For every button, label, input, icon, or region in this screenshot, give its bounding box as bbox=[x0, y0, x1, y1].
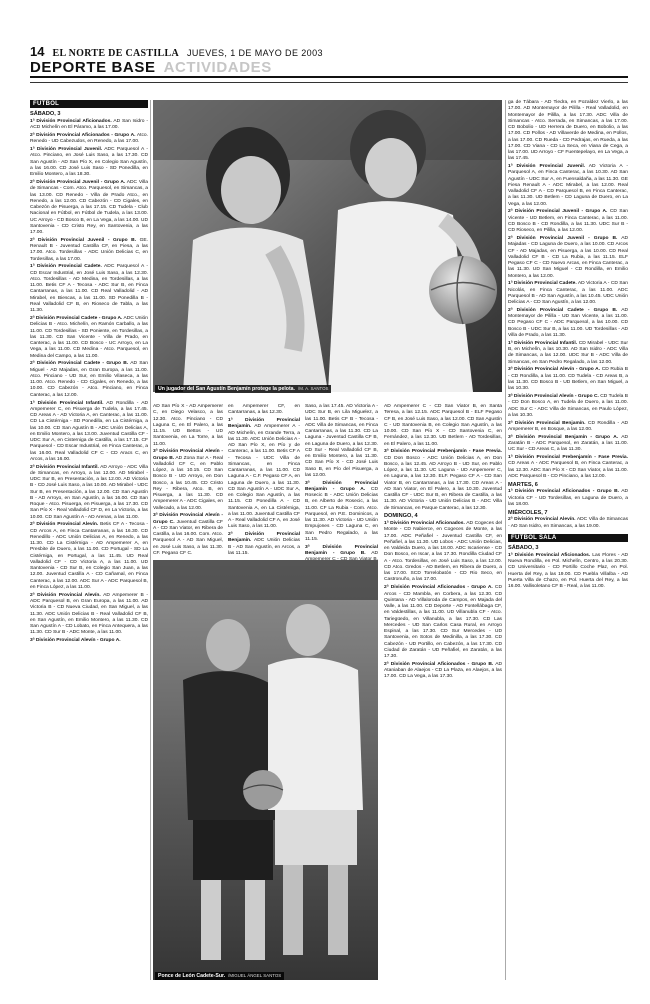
fixture-text: Saso, a las 17.45. AD Victoria A - UDC Sur B, en Lila Miguelez, a las 11.00. Betis CF B - Tecosa - ADC Villa de Simancas, en Finca Cantarranas, a las 11.30. CD La Laguna - Juventud Castilla CF B, en Laguna de Duero, a las 12.30. CD Sur - Real Valladolid CF B, en Emilio Montero, a las 11.30. CD San Pío X - CD José Luis Saso B, en Pío del Pisuerga, a las 12.00. bbox=[305, 404, 378, 478]
division-heading: 1ª División Provincial Cadete. bbox=[30, 264, 102, 270]
column-divider bbox=[505, 100, 506, 980]
photo-basketball-girls bbox=[153, 100, 502, 392]
header-rule bbox=[30, 82, 628, 83]
fixture-entry bbox=[508, 435, 628, 454]
day-label: DOMINGO, 4 bbox=[384, 513, 418, 520]
fixture-text: ADC Villa de Simancas - Com. Atco. Parquesol, en Simancas, a las 13.00. CD Renedo - Villa de Prado Atco., en Renedo, a las 12.00. CD Cabezón - CD Cigales, en Cabezón de Pisuerga, a las 17.15. CD Tudela - Club Nacional en Fútbol, en Fútbol de Tudela, a las 13.00. UC Arroyo - CD Bosco B, en La Vega, a las 14.00. UD Santovenia - CD Cristo Rey, en Santovenia, a las 17.00. bbox=[30, 180, 148, 236]
division-heading: 3ª División Provincial Benjamín - Grupo A. bbox=[305, 480, 378, 492]
division-heading: 2ª División Provincial Juvenil - Grupo A. bbox=[30, 180, 126, 186]
entries bbox=[228, 404, 300, 557]
column-2c bbox=[305, 404, 378, 556]
fixture-entry bbox=[30, 593, 148, 637]
fixture-text: AD Montemayor de Pililla - UD San Vicente, a las 11.00. CD Pegaso CF C - ADC Parquesol, a las 10.00. CD Bosco B - UDC Sur B, a las 11.00. UD Tordesillas - AD Villa de Prado, a las 11.30. bbox=[508, 307, 628, 338]
photo-credit: /M. A. SANTOS bbox=[298, 386, 329, 391]
fixture-entry bbox=[508, 100, 628, 163]
division-heading: 2ª División Provincial Benjamín. bbox=[228, 532, 300, 544]
fixture-text: Juventud Castilla CF A - CD San Viator, en Ribera de Castilla, a las 16.00. Com. Atco. Parquesol A - AD San Miguel, en José Luis Saso, a las 11.30. CF. Pegaso CF C. bbox=[153, 519, 224, 556]
division-heading: 3ª División Provincial Alevín - Grupo B. bbox=[153, 449, 223, 461]
fixture-entry bbox=[384, 521, 502, 584]
fixture-text: AD Ampemerer C - CD San Viator B, en Santa Teresa, a las 12.15. ADC Parquesol B - ELF Pegaso CF B, en José Luis Saso, a las 12.00. CD San Agustín C - UD Santovenia B, en Colegio San Agustín, a las 10.00. CD San Pío X - CD Santovenia C, en Fernández, a las 12.30. UD Betlem - AD Tordesillas, en El Palero, a las 11.00. bbox=[384, 404, 502, 447]
division-heading: 2ª División Provincial Infantil. bbox=[30, 464, 99, 470]
fixture-text: en Ampemerer CF, en Cantarranas, a las 12.30. bbox=[228, 404, 300, 416]
fixture-entry bbox=[305, 481, 378, 544]
fixture-entry bbox=[153, 404, 223, 448]
fixture-entry bbox=[508, 236, 628, 280]
caption-text: Ponce de León Cadete-Sur. bbox=[158, 973, 226, 979]
fixture-text: Betis CF A - Tecosa - CD Arcos A, en Finca Cantarranas, a las 16.30. CD Renedillo - ADC Unión Delicias A, en Renedo, a las 11.30. CD La Cistérniga - AD Ampemerer A, en Presbite de Duero, a las 11.00. CD Portugal - SD La Cistérniga, en Portugal, a las 11.45. UD Real Valladolid CF - CD Victoria A, a las 11.00. UD Santovenia - CD Sur B, en Colegio San Juan, a las 12.00. Juventud Castilla A - CD Cañamal, en Finca Canterac, a las 12.00. ADC Sur A - ADC Parquesol B, en Finca López, a las 11.00. bbox=[30, 522, 148, 590]
fixture-entry bbox=[30, 147, 148, 178]
fixture-entry bbox=[508, 517, 628, 530]
caption-text: Un jugador del San Agustín Benjamín protege la pelota. bbox=[158, 386, 296, 392]
fixture-text: AD Rondilla - AD Ampemerer C, en Pisuerga de Tudela, a las 17.45. CD Areas A - AD Victoria A, en Canterac, a las 11.00. CD La Cistérniga - SD Ponedilla, en La Cistérniga, a las 10.00. CD San Agustín B - ADC Unión Delicias A, en Emilio Montero, a las 13.00. Juventud Castilla CF - UDC Sur A, en Cisterniga de Castilla, a las 17.15. CF Parquesol - CD Escar Industrial, en Finca Canterac, a las 16.00. Real Valladolid CF C - CD Aracs C, en Arcos, a las 16.00. bbox=[30, 400, 148, 462]
sport-band-futbol: FÚTBOL bbox=[30, 100, 148, 108]
division-heading: 1ª División Provincial Aficionados - Grupo B. bbox=[508, 489, 619, 495]
division-heading: 2ª División Provincial Aficionados - Grupo A. bbox=[30, 133, 136, 139]
fixture-entry bbox=[508, 367, 628, 392]
photo-credit: /MIGUEL ÁNGEL SANTOS bbox=[228, 973, 282, 978]
column-5 bbox=[508, 100, 628, 980]
photo-image bbox=[153, 100, 502, 392]
fixture-text: AD San Miguel - AD Majadas, en Gran Europa, a las 11.00. Atco. Pinciano - UD Sur, en Emilio Vilaseca, a las 11.00. Atco. Renedo - CD Cigales, en Renedo, a las 10.00. CD Cabezón - Atco. Pinciano, en Finca Canterac, a las 12.00. bbox=[30, 361, 148, 398]
division-heading: 3ª División Provincial Benjamín - Grupo B. bbox=[305, 544, 378, 556]
fixture-entry bbox=[508, 281, 628, 306]
fixture-entry bbox=[384, 585, 502, 660]
fixture-text: AD San Pío X - AD Ampemerer C, en Diego Velasco, a las 12.30. Atco. Pinciano - CD Laguna C, en El Palero, a las 11.15. UD Bettos - UD Santovenia, en La Torre, a las 11.00. bbox=[153, 404, 223, 447]
fixture-text: GE. Renault B - Juventud Castilla CF, en Fiesa, a las 17.00. Atco. Tordesillas - ADC Unión Delicias C, en Tordesillas, a las 17.00. bbox=[30, 237, 148, 262]
fixture-text: Las Flores - AD Nueva Rondilla, en Pol. Michelín, Centro, a las 20.30. CD Universitario - CD Portillo Coche Plaz, en Pol. Huerta del Rey, a las 19.00. CD Puebla Villalba - AD Puerta Villa de Chazo, en Pol. Huerta del Rey, a las 16.00. Vallisoletano CF B - Real, a las 11.00. bbox=[508, 552, 629, 590]
fixture-entry bbox=[508, 421, 628, 434]
division-heading: 3ª División Provincial Alevín - Grupo A. bbox=[30, 638, 121, 644]
fixture-text: CD Rondilla - AD Ampemerer B, en Bosque, a las 12.00. bbox=[508, 420, 628, 432]
fixture-text: CD San Vicente - UD Betlem, en Finca Canterac, a las 11.00. CD Bosco B - CD Rondilla, a las 11.30. UDC Sur B - CD Rioseco, en Pililla, a las 12.00. bbox=[508, 209, 629, 234]
division-heading: 2ª División Provincial Alevín. bbox=[508, 517, 576, 523]
division-heading: 2ª División Provincial Juvenil - Grupo A. bbox=[508, 209, 608, 215]
photo-image bbox=[153, 560, 378, 980]
fixture-entry bbox=[228, 404, 300, 417]
fixture-entry bbox=[384, 662, 502, 681]
fixture-text: ADC Unión Delicias B - Atco. Michelín, en Ramón Carballo, a las 11.00. CD Tordesillas - SD Poniente, en Tordesillas, a las 11.30. CD San Vicente - Villa de Prado, en Canterac, a las 11.00. CD Bosco - UC Arroyo, en La Vega, a las 11.00. CD Medina - Atco. Parquesol, en Medina del Campo, a las 11.00. bbox=[30, 316, 148, 359]
division-heading: 2ª División Provincial Benjamín. bbox=[508, 420, 586, 426]
division-heading: 1ª División Provincial Juvenil. bbox=[30, 147, 103, 153]
fixture-text: AD Zaratán B - ADC Parquesol, en Zaratán, a las 11.00. UC Sur - CD Areas C, a las 11.30. bbox=[508, 434, 628, 453]
fixture-entry bbox=[30, 465, 148, 521]
column-4 bbox=[384, 404, 502, 980]
section-title: DEPORTE BASE bbox=[30, 58, 156, 76]
fixture-text: AD Ampemerer B - ADC Parquesol B, en Gran Europa, a las 11.00. AD Victoria B - CD Nueva Ciudad, en San Miguel, a las 11.30. ADC Unión Delicias B - Real Valladolid CF B, en San Agustín, en Emilio Montero, a las 11.30. CD San Agustín A - CD Lobato, en Finca Antequera, a las 11.30. CD Sur B - ADC Monte, a las 11.00. bbox=[30, 592, 148, 636]
fixture-text: AD bbox=[371, 550, 378, 556]
fixture-text: AD Ataniaban de Alaejos - CD La Plaza, en Alaejos, a las 17.00. CD La Vega, a las 17.30. bbox=[384, 661, 502, 680]
day-heading bbox=[508, 545, 628, 551]
division-heading: 1ª División Provincial Infantil. bbox=[508, 340, 578, 346]
fixture-entry bbox=[384, 449, 502, 512]
division-heading: 3ª División Provincial Prebenjamín - Fase Previa. bbox=[384, 449, 502, 455]
fixture-entry bbox=[228, 532, 300, 557]
day-heading bbox=[508, 510, 628, 516]
fixture-text: ADC Villa de Simancas - AD San Isidro, en Simancas, a las 19.00. bbox=[508, 517, 629, 529]
fixture-text: ADC Unión Delicias B - AD San Agustín, en Arcos, a las 11.15. bbox=[228, 538, 300, 556]
division-heading: 1ª División Provincial Cadete. bbox=[508, 281, 577, 287]
division-heading: 1ª División Provincial Juvenil. bbox=[508, 164, 586, 170]
fixture-text: AD Ampemerer A - AD Michelín, en Grande Terra, a las 11.30. ADC Unión Delicias A - AD San Pío X, en Pío y de Canterac, a las 11.00. Betis CF A - Tecosa - UDC Villa de Simancas, en Finca Cantarranas, a las 11.00. CD Laguna A - C.F. Pegaso CF A, en Laguna de Duero, a las 11.30. CD San Agustín A - UDC Sur A, en Colegio San Agustín, a las 11.15. CD Ponedilla A - CD Santovenia A, en La Cistérniga, a las 11.00. Juventud Castilla CF A - Real Valladolid CF A, en José Luis Saso, a las 11.00. bbox=[228, 424, 301, 530]
fixture-entry bbox=[508, 455, 628, 480]
division-heading: 1ª División Provincial Aficionados. bbox=[30, 119, 112, 124]
division-heading: 3ª División Provincial Alevín - Grupo C. bbox=[508, 394, 599, 399]
entries bbox=[30, 119, 148, 644]
fixture-text: AD Victoria A - CD San Nicolás, en Finca Canterac, a las 11.00. ADC Parquesol B - AD San Agustín, a las 10.45. UDC Unión Delicias A - CD San Agustín, a las 12.00. bbox=[508, 281, 628, 306]
fixture-text: AD Victoria CF - UD Tordesillas, en Laguna de Duero, a las 18.00. bbox=[508, 489, 629, 507]
fixture-entry bbox=[30, 264, 148, 314]
division-heading: 1ª División Provincial Prebenjamín - Fase Previa. bbox=[508, 455, 628, 461]
newspaper-name: EL NORTE DE CASTILLA bbox=[52, 48, 179, 59]
column-2a bbox=[153, 404, 223, 556]
division-heading: 3ª División Provincial Alevín - Grupo A. bbox=[508, 367, 601, 373]
fixture-entry bbox=[30, 401, 148, 464]
fixture-entry bbox=[30, 180, 148, 236]
entries bbox=[305, 404, 378, 570]
fixture-entry bbox=[305, 404, 378, 479]
fixture-entry bbox=[384, 404, 502, 448]
fixture-text: CD Arcos - CD Mambla, en Corbera, a las 12.30. CD Quintana - AD Villaloroda de Campos, en Majada del Valle, a las 11.00. CD Deporte - AD Fontellábaga CF, en Valdestillas, a las 11.00. UD Villanubla CF - Atco. Tariegüedo, en Villanubla, a las 17.30. CD Las Mercedes - UD San Carlos Casa Rural, en Arroyo Espinal, a las 17.30. CD Sur Mercedes - UD Santovenia, en Sotos de Medinilla, a las 17.30. CD Cabezón - UD Portillo, en Cabezón, a las 17.30. CD Ciudad de Zaratán - UD Peñafiel, en Zaratán, a las 17.30. bbox=[384, 585, 502, 660]
day-label: MARTES, 6 bbox=[508, 481, 538, 488]
fixture-text: ADC Parquesol A - Atco. Pinciano, en José Luis Saso, a las 17.30. CD San Agustín - AD San Pío X, en Colegio San Agustín, a las 16.00. CD José Luis Saso - SD Ponedilla, en Emilio Montero, a las 18.30. bbox=[30, 147, 148, 178]
fixture-entry bbox=[508, 553, 628, 591]
fixture-entry bbox=[30, 316, 148, 360]
masthead bbox=[30, 44, 628, 58]
column-1 bbox=[30, 100, 148, 980]
section-subtitle: ACTIVIDADES bbox=[163, 58, 272, 76]
division-heading: 2ª División Provincial Cadete - Grupo B. bbox=[30, 361, 129, 367]
division-heading: 2ª División Provincial Alevín. bbox=[30, 592, 101, 598]
fixture-entry bbox=[30, 522, 148, 591]
fixture-text: CD Mirabel - UDC Sur B, en Michelín, a las 10.30. AD San Isidro - ADC Villa de Simancas, a las 12.00. UDC Sur B - ADC Villa de Simancas, en San Pedro Regalado, a las 12.00. bbox=[508, 340, 628, 365]
division-heading: 2ª División Provincial Cadete - Grupo A. bbox=[30, 316, 123, 322]
fixture-text: AD Arroyo - ADC Villa de Simancas, en Arroyo, a las 12.00. AD Mirabel - UDC Sur B, en Presentación, a las 12.00. AD Victoria B - CD José Luis Saso, a las 10.00. AD Mirabel - UDC Sur B, en Presentación, a las 12.00. CD San Agustín B - AD Arroyo, en San Agustín, a las 16.00. CD San Roque - Atco. Pisuerga, en Pisuerga, a las 17.30. CD San Pío X - Real Valladolid CF D, en La Victoria, a las 10.00. CD San Agustín A - AD Arenas, a las 11.00. bbox=[30, 464, 149, 520]
division-heading: 2ª División Provincial Aficionados - Grupo A. bbox=[384, 585, 493, 591]
fixture-entry bbox=[30, 119, 148, 132]
day-heading bbox=[508, 482, 628, 488]
fixture-text: CD Rosecic B - ADC Unión Delicias B, en Alberto de Rosecic, a las 11.00. CF La Rubia - Com. Atco. Parquesol, en P.E. Dominicos, a las 11.30. AD Victoria - UD Unión Empujones - CD Laguna C, en San Pedro Regalado, a las 11.15. bbox=[305, 486, 378, 542]
division-heading: 1ª División Provincial Infantil. bbox=[30, 400, 104, 406]
day-label: MIÉRCOLES, 7 bbox=[508, 509, 548, 516]
division-heading: 2ª División Provincial Alevín. bbox=[30, 522, 99, 528]
fixture-text: CD Don Bosco - ADC Unión Delicias A, en Don Bosco, a las 12.45. AD Arroyo B - UD Sur, en Pablo López, a las 11.30. UC Laguna - UD Ampemerer C, en Laguna, a las 12.30. ELF. Pegaso CF A - CD San Viator B, en Cantarranas, a las 17.30. CD Areas A - AD San Viator, en El Palero, a las 10.30. Juventud Castilla CF - UDC Sur B, en Ribera de Castilla, a las 11.30. AD Victoria - UD Unión Delicias B - ADC Villa de Simancas, en Parque Canterac, a las 12.30. bbox=[384, 455, 502, 511]
fixture-text: ADC Parquesol A - CD Escar Industrial, en José Luis Saso, a las 12.30. Atco. Tordesillas - AD Medina, en Tordesillas, a las 11.00. Betis CF A - Tecosa - ADC Sur B, en Finca Cantarranas, a las 11.00. CD Real Valladolid - AD Mirabel, en Biescas, a las 11.00. SD Ponedilla B - Real Valladolid CF B, en Rioseco de Tabla, a las 11.30. bbox=[30, 264, 148, 314]
photo-caption bbox=[155, 385, 331, 393]
day-heading: SÁBADO, 3 bbox=[30, 111, 61, 118]
fixture-text: CD Rubia B - CD Rondilla, a las 11.00. CD Tudela - CD Areas B, a las 11.30. CD Bosco B - UD Betlem, en San Miguel, a las 10.30. bbox=[508, 367, 629, 392]
division-heading: 3ª División Provincial Alevín - Grupo C. bbox=[153, 513, 223, 525]
page-number: 14 bbox=[30, 44, 45, 59]
fixture-text: AD Cogeces del Monte - CD Nabierce, en Cogeces de Monte, a las 17.00. ADC Peñafiel - Juventud Castilla CF, en Peñafiel, a las 11.30. UD Lobos - ADC Unión Delicias, en Valdeida Duero, a las 18.00. ADC Iscariense - CD Don Bosco, en Iscar, a las 17.30. Rondilla Ciudad CF A - Atco. Tordesillas, en José Luis Saso, a las 12.00. CD Atco. Gredos - AD Betlem, en Ribera de Duero, a las 17.00. SCD Torrelobatón - CD Rio Seco, en Castronuño, a las 17.00. bbox=[384, 521, 503, 583]
column-divider bbox=[150, 100, 151, 980]
division-heading: 2ª División Provincial Juvenil - Grupo B. bbox=[30, 237, 137, 243]
fixture-entry bbox=[30, 361, 148, 399]
division-heading: 2ª División Provincial Cadete - Grupo B. bbox=[508, 307, 618, 313]
entries bbox=[508, 100, 628, 530]
entries bbox=[153, 404, 223, 557]
fixture-entry bbox=[228, 418, 300, 531]
fixture-text: CD Tudela B - CD Don Bosco A, en Tudela de Duero, a las 11.00. ADC Sur C - ADC Villa de Simancas, en Paulo López, a las 10.30. bbox=[508, 394, 628, 418]
division-heading: 1ª División Provincial Aficionados. bbox=[384, 521, 465, 527]
division-heading: 2ª División Provincial Aficionados - Grupo B. bbox=[384, 661, 494, 667]
photo-basketball-boys bbox=[153, 560, 378, 980]
fixture-text: ga de Tábara - AD Tiedra, en Pozaldez Vierlo, a las 17.00. AD Montemayor de Pililla - Real Valladolid, en Montemayor de Pililla, a las 17.30. ADC Villa de Simancas - Atco. Serrada, en Simancas, a las 17.00. CD Bobolio - UD Herrera de Duero, en Bobolio, a las 17.00. CD Pollos - AD Villaverde de Medina, en Pollos, a las 17.00. CD Rueda - CD Pedrajas, en Rueda, a las 17.00. CD Viana - CD La Seca, en Viana de Cega, a las 17.00. UD Arroyo - CF Fuentepelayo, en La Vega, a las 17.45. bbox=[508, 100, 628, 162]
fixture-entry bbox=[508, 209, 628, 234]
section-header bbox=[30, 58, 628, 78]
division-heading: 2ª División Provincial Juvenil - Grupo B. bbox=[508, 236, 618, 242]
fixture-text: Atco. Renedo - UD Cabezudos, en Renedo, a las 17.00. bbox=[30, 133, 148, 145]
fixture-text: AD San Isidro - ACD Michelín en El Páramo, a las 17.00. bbox=[30, 119, 148, 131]
fixture-entry bbox=[508, 164, 628, 208]
fixture-text: AD Victoria A - Parquesol A, en Finca Canterac, a las 10.30. AD San Agustín - UDC Sur A, en Fuensaldaña, a las 11.30. GE Fiesa Renault A - ADC Mirabel, a las 12.00. Real Valladolid CF A - CD Parquesol B, en Finca Canterac, a las 11.30. UD Betlem - CD Laguna de Duero, en La Vega, a las 12.00. bbox=[508, 164, 628, 207]
entries bbox=[508, 545, 628, 590]
fixture-entry bbox=[153, 449, 223, 512]
fixture-entry bbox=[153, 513, 223, 557]
division-heading: 3ª División Provincial Benjamín - Grupo A. bbox=[508, 434, 619, 440]
fixture-entry bbox=[508, 489, 628, 508]
issue-date: JUEVES, 1 DE MAYO DE 2003 bbox=[187, 48, 323, 58]
fixture-entry bbox=[30, 133, 148, 146]
fixture-text: AD Majadas - CD Laguna de Duero, a las 10.00. CD Arcos CF - AD Majadas, en Pisuerga, a las 10.00. CD Real Valladolid CF B - CD La Rubia, a las 11.15. ELF Pegaso CF C - CD Nuevo Arcas, en Finca Canterac, a las 11.30. UD San Miguel - CD Rondilla, en Emilio Montero, a las 12.00. bbox=[508, 236, 629, 279]
fixture-entry bbox=[508, 341, 628, 366]
fixture-entry bbox=[508, 308, 628, 339]
day-label: SÁBADO, 3 bbox=[508, 545, 539, 552]
division-heading: 1ª División Provincial Benjamín. bbox=[228, 418, 300, 430]
division-heading: 1ª División Provincial Aficionados. bbox=[508, 552, 591, 558]
fixture-entry bbox=[30, 238, 148, 263]
column-2b bbox=[228, 404, 300, 556]
day-heading bbox=[384, 513, 502, 519]
fixture-entry bbox=[30, 638, 148, 644]
entries bbox=[384, 404, 502, 681]
fixture-text: AD Zona Sur A - Real Valladolid CF C, en Pablo López, a las 10.15. CD San Bosco B - UD Arroyo, en Don Bosco, a las 10.45. CD Cristo Rey - Ribera, Atco. B, en Pisuerga, a las 11.30. CD Ampemerer A - ADC Cigales, en Vallecado, a las 12.00. bbox=[153, 455, 223, 511]
fixture-entry bbox=[508, 394, 628, 419]
photo-caption bbox=[155, 972, 284, 980]
fixture-text: CD Areas A - ADC Parquesol B, en Finca Canterac, a las 12.30. ADC San Pío X - CD San Viator, a las 11.00. ADC Parquesol B - CD Pinciano, a las 12.00. bbox=[508, 461, 628, 479]
sport-band-futbol-sala: FÚTBOL SALA bbox=[508, 534, 628, 542]
